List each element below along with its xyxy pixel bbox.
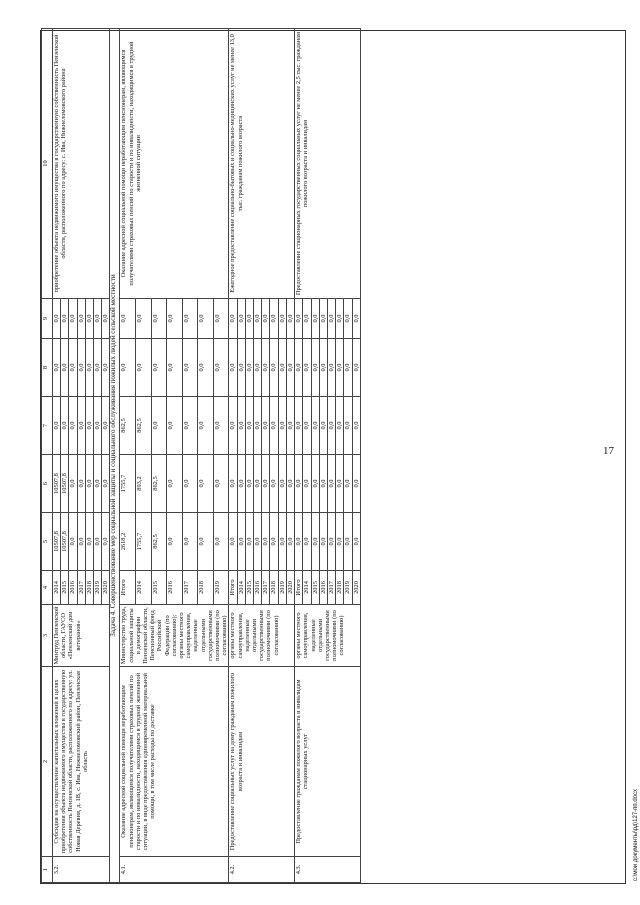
value-cell: 2618,2 [120,513,136,571]
value-cell: 0,0 [352,397,360,455]
year-cell: 2016 [167,571,183,605]
value-cell: 0,0 [245,397,253,455]
value-cell: 0,0 [303,397,311,455]
value-cell: 0,0 [262,339,270,397]
value-cell: 0,0 [229,339,237,397]
col-2: 2 [42,667,53,857]
value-cell: 0,0 [270,339,278,397]
value-cell: 0,0 [213,339,229,397]
value-cell: 0,0 [182,455,198,513]
value-cell: 0,0 [61,299,69,339]
year-cell: 2019 [278,571,286,605]
year-cell: 2015 [311,571,319,605]
year-cell: 2020 [352,571,360,605]
value-cell: 0,0 [270,397,278,455]
value-cell: 0,0 [182,397,198,455]
year-cell: 2017 [77,571,85,605]
value-cell: 0,0 [77,339,85,397]
value-cell: 0,0 [352,299,360,339]
value-cell: 0,0 [102,299,110,339]
value-cell: 0,0 [102,339,110,397]
value-cell: 0,0 [336,339,344,397]
value-cell: 0,0 [311,513,319,571]
value-cell: 0,0 [295,513,303,571]
value-cell: 0,0 [352,513,360,571]
value-cell: 0,0 [286,339,294,397]
year-cell: 2019 [213,571,229,605]
value-cell: 0,0 [303,299,311,339]
value-cell: 0,0 [85,299,93,339]
col-7: 7 [42,397,53,455]
col-4: 4 [42,571,53,605]
value-cell: 0,0 [167,339,183,397]
value-cell: 0,0 [69,397,77,455]
value-cell: 0,0 [319,513,327,571]
value-cell: 0,0 [278,397,286,455]
value-cell: 0,0 [336,455,344,513]
value-cell: 0,0 [278,455,286,513]
year-cell: Итого [120,571,136,605]
value-cell: 0,0 [102,513,110,571]
value-cell: 0,0 [245,339,253,397]
value-cell: 0,0 [102,397,110,455]
value-cell: 0,0 [182,513,198,571]
value-cell: 0,0 [352,339,360,397]
value-cell: 0,0 [254,397,262,455]
value-cell: 0,0 [344,455,352,513]
value-cell: 10507,8 [61,455,69,513]
value-cell: 0,0 [254,513,262,571]
item-number: 4.3. [295,857,361,883]
item-number: 4.2. [229,857,295,883]
value-cell: 0,0 [327,339,335,397]
value-cell: 0,0 [77,397,85,455]
value-cell: 0,0 [327,397,335,455]
value-cell: 0,0 [295,455,303,513]
item-result: Предоставление стационарных государственных социальных услуг не менее 2,5 тыс. гражданам пожилого возраста и инвалидам [295,29,361,299]
col-9: 9 [42,299,53,339]
value-cell: 0,0 [254,455,262,513]
value-cell: 0,0 [53,339,61,397]
value-cell: 1755,7 [136,513,152,571]
year-cell: 2018 [198,571,214,605]
value-cell: 0,0 [336,299,344,339]
year-cell: 2018 [270,571,278,605]
year-cell: 2015 [151,571,167,605]
value-cell: 0,0 [303,339,311,397]
year-cell: 2018 [336,571,344,605]
value-cell: 0,0 [69,513,77,571]
value-cell: 0,0 [213,397,229,455]
value-cell: 0,0 [69,299,77,339]
value-cell: 1755,7 [120,455,136,513]
value-cell: 0,0 [327,513,335,571]
value-cell: 0,0 [167,455,183,513]
value-cell: 0,0 [295,299,303,339]
year-cell: 2017 [327,571,335,605]
value-cell: 0,0 [286,299,294,339]
value-cell: 0,0 [286,455,294,513]
value-cell: 0,0 [167,397,183,455]
value-cell: 0,0 [319,339,327,397]
value-cell: 0,0 [136,339,152,397]
value-cell: 0,0 [229,397,237,455]
value-cell: 893,2 [136,455,152,513]
year-cell: 2015 [61,571,69,605]
value-cell: 0,0 [286,397,294,455]
item-executor: Министерство труда, социальной защиты и демографии Пензенской области, Пенсионный фонд Российской Федерации (по согласованию); органы местного самоуправления, наделенные отдельными государственными полномочиями (по согласованию) [120,605,229,667]
value-cell: 0,0 [237,455,245,513]
item-executor: органы местного самоуправления, наделенные отдельными государственными полномочиями (по согласованию) [295,605,361,667]
program-table-sheet [40,30,639,884]
value-cell: 0,0 [270,513,278,571]
value-cell: 0,0 [344,513,352,571]
table-row [295,29,303,883]
value-cell: 0,0 [303,455,311,513]
value-cell: 0,0 [77,299,85,339]
item-result: Ежегодное предоставление социально-бытовых и социально-медицинских услуг не менее 13,0 тыс. гражданам пожилого возраста [229,29,295,299]
value-cell: 0,0 [85,339,93,397]
col-10: 10 [42,29,53,299]
value-cell: 0,0 [311,455,319,513]
year-cell: 2014 [53,571,61,605]
value-cell: 0,0 [262,397,270,455]
value-cell: 0,0 [295,397,303,455]
value-cell: 0,0 [213,513,229,571]
value-cell: 0,0 [237,513,245,571]
value-cell: 0,0 [286,513,294,571]
item-number: 3.2. [53,857,110,883]
value-cell: 0,0 [344,299,352,339]
year-cell: 2016 [319,571,327,605]
value-cell: 0,0 [311,299,319,339]
value-cell: 0,0 [136,299,152,339]
year-cell: 2014 [303,571,311,605]
value-cell: 0,0 [344,339,352,397]
value-cell: 0,0 [229,299,237,339]
value-cell: 0,0 [311,397,319,455]
value-cell: 862,5 [136,397,152,455]
value-cell: 0,0 [94,397,102,455]
value-cell: 0,0 [102,455,110,513]
value-cell: 0,0 [327,299,335,339]
value-cell: 10507,8 [61,513,69,571]
col-6: 6 [42,455,53,513]
table-row [229,29,237,883]
col-1: 1 [42,857,53,883]
value-cell: 0,0 [198,513,214,571]
value-cell: 0,0 [213,455,229,513]
value-cell: 0,0 [262,455,270,513]
value-cell: 0,0 [151,339,167,397]
value-cell: 0,0 [245,513,253,571]
table-row [120,29,136,883]
value-cell: 0,0 [94,339,102,397]
year-cell: 2017 [262,571,270,605]
year-cell: 2016 [69,571,77,605]
value-cell: 862,5 [151,455,167,513]
col-5: 5 [42,513,53,571]
col-3: 3 [42,605,53,667]
value-cell: 0,0 [61,339,69,397]
value-cell: 0,0 [237,299,245,339]
value-cell: 0,0 [182,299,198,339]
value-cell: 0,0 [311,339,319,397]
value-cell: 0,0 [270,455,278,513]
value-cell: 0,0 [85,513,93,571]
value-cell: 0,0 [167,299,183,339]
item-executor: Минтруд Пензенской области, ГАУСО «Пензенский дом ветеранов» [53,605,110,667]
value-cell: 0,0 [336,397,344,455]
item-name: Предоставление гражданам пожилого возраста и инвалидам стационарных услуг [295,667,361,857]
col-8: 8 [42,339,53,397]
year-cell: 2020 [102,571,110,605]
item-executor: органы местного самоуправления, наделенные отдельными государственными полномочиями (по согласованию) [229,605,295,667]
value-cell: 0,0 [77,455,85,513]
value-cell: 0,0 [352,455,360,513]
value-cell: 0,0 [198,455,214,513]
item-result: приобретение объекта недвижимого имущества в государственную собственность Пензенской области, расположенного по адресу: с. Ива, Нижнеломовского района [53,29,110,299]
value-cell: 0,0 [270,299,278,339]
value-cell: 0,0 [85,455,93,513]
section-row [110,29,120,883]
value-cell: 0,0 [245,455,253,513]
value-cell: 10507,8 [53,513,61,571]
item-name: Субсидия на осуществление капитальных вложений в целях приобретения объекта недвижимого имущества в государственную собственность Пензенской области, расположенного по адресу: ул. Новая Деревня, д. 1В, с. Ива, Нижнеломовский район, Пензенская область [53,667,110,857]
value-cell: 0,0 [245,299,253,339]
value-cell: 10507,8 [53,455,61,513]
value-cell: 0,0 [278,299,286,339]
item-name: Оказание адресной социальной помощи неработающим пенсионерам, являющимся получателями страховых пенсий по старости и по инвалидности, находящимся в трудной жизненной ситуации, в виде предоставления единовременной материальной помощи, в том числе расходы по доставке [120,667,229,857]
value-cell: 0,0 [303,513,311,571]
value-cell: 0,0 [327,455,335,513]
value-cell: 0,0 [295,339,303,397]
value-cell: 0,0 [69,455,77,513]
value-cell: 0,0 [198,397,214,455]
value-cell: 0,0 [237,397,245,455]
value-cell: 0,0 [336,513,344,571]
value-cell: 0,0 [198,339,214,397]
value-cell: 0,0 [229,513,237,571]
item-result: Оказание адресной социальной помощи неработающим пенсионерам, являющимся получателями страховых пенсий по старости и по инвалидности, находящимся в трудной жизненной ситуации [120,29,229,299]
year-cell: 2019 [344,571,352,605]
item-name: Предоставление социальных услуг на дому гражданам пожилого возраста и инвалидам [229,667,295,857]
value-cell: 0,0 [85,397,93,455]
year-cell: 2019 [94,571,102,605]
year-cell: 2018 [85,571,93,605]
table-row [53,29,61,883]
value-cell: 0,0 [319,397,327,455]
page-number: 17 [603,445,614,457]
value-cell: 0,0 [120,299,136,339]
value-cell: 0,0 [319,299,327,339]
section-title: Задача 4. Совершенствование мер социальной защиты и социального обслуживания пожилых людей сельской местности [110,29,120,883]
value-cell: 0,0 [319,455,327,513]
value-cell: 0,0 [278,339,286,397]
value-cell: 0,0 [94,513,102,571]
value-cell: 0,0 [213,299,229,339]
year-cell: 2020 [286,571,294,605]
value-cell: 0,0 [262,513,270,571]
value-cell: 0,0 [198,299,214,339]
value-cell: 0,0 [94,299,102,339]
value-cell: 0,0 [229,455,237,513]
item-number: 4.1. [120,857,229,883]
value-cell: 0,0 [94,455,102,513]
year-cell: Итого [229,571,237,605]
value-cell: 0,0 [182,339,198,397]
value-cell: 0,0 [61,397,69,455]
header-row [42,29,53,883]
program-table [41,28,361,883]
year-cell: 2014 [237,571,245,605]
value-cell: 0,0 [344,397,352,455]
table-body [53,29,361,883]
year-cell: 2014 [136,571,152,605]
value-cell: 0,0 [254,299,262,339]
value-cell: 0,0 [69,339,77,397]
value-cell: 0,0 [77,513,85,571]
value-cell: 862,5 [151,513,167,571]
value-cell: 0,0 [151,397,167,455]
value-cell: 0,0 [278,513,286,571]
file-path-footer: c:\мои документы\рд\127-пп.docx [633,789,639,881]
year-cell: 2015 [245,571,253,605]
value-cell: 0,0 [167,513,183,571]
value-cell: 0,0 [53,299,61,339]
value-cell: 862,5 [120,397,136,455]
value-cell: 0,0 [262,299,270,339]
year-cell: 2017 [182,571,198,605]
year-cell: Итого [295,571,303,605]
value-cell: 0,0 [120,339,136,397]
value-cell: 0,0 [53,397,61,455]
value-cell: 0,0 [237,339,245,397]
value-cell: 0,0 [151,299,167,339]
value-cell: 0,0 [254,339,262,397]
year-cell: 2016 [254,571,262,605]
